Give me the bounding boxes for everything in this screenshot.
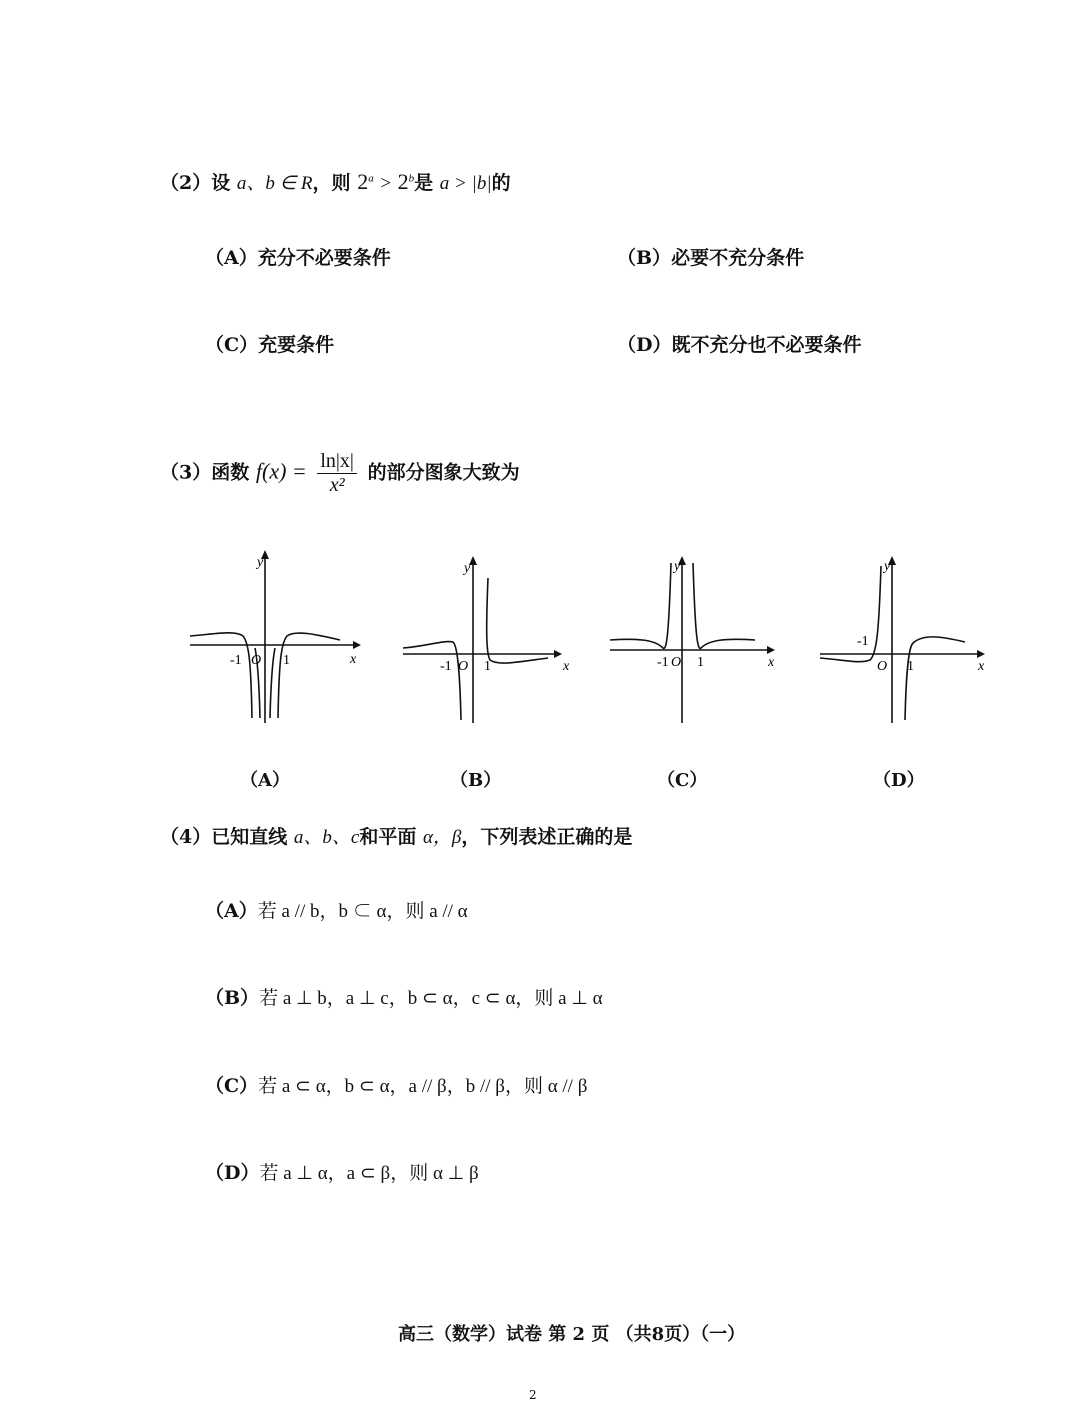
q4-option-c: （C）若 a ⊂ α，b ⊂ α，a // β，b // β，则 α // β bbox=[205, 1075, 588, 1097]
svg-text:-1: -1 bbox=[440, 659, 452, 674]
svg-text:x: x bbox=[350, 652, 357, 667]
q4-option-d: （D）若 a ⊥ α，a ⊂ β，则 α ⊥ β bbox=[205, 1162, 479, 1184]
graph-b bbox=[398, 548, 578, 728]
svg-text:1: 1 bbox=[907, 659, 914, 674]
graph-a-label: （A） bbox=[240, 770, 290, 791]
svg-text:y: y bbox=[674, 559, 681, 574]
svg-text:1: 1 bbox=[484, 659, 491, 674]
question-2-stem: （2）设 a、b ∈ R，则 2$^a$ > 2$^b$是 a > |b|的 bbox=[160, 169, 511, 194]
q2-option-d: （D）既不充分也不必要条件 bbox=[617, 334, 862, 356]
q4-option-b: （B）若 a ⊥ b，a ⊥ c，b ⊂ α，c ⊂ α，则 a ⊥ α bbox=[205, 987, 603, 1009]
svg-text:y: y bbox=[884, 559, 891, 574]
svg-text:x: x bbox=[563, 659, 570, 674]
graph-d-label: （D） bbox=[873, 770, 925, 791]
q2-option-c: （C）充要条件 bbox=[205, 334, 335, 356]
question-4-stem: （4）已知直线 a、b、c和平面 α，β，下列表述正确的是 bbox=[160, 826, 633, 848]
svg-text:y: y bbox=[464, 561, 471, 576]
graph-c bbox=[605, 548, 785, 728]
svg-text:-1: -1 bbox=[857, 634, 869, 649]
svg-text:-1: -1 bbox=[657, 655, 669, 670]
q4-option-a: （A）若 a // b，b ⊂ α，则 a // α bbox=[205, 900, 468, 922]
svg-text:1: 1 bbox=[697, 655, 704, 670]
graph-b-label: （B） bbox=[450, 770, 502, 791]
page-footer: 高三（数学）试卷 第 2 页 （共8页）（一） bbox=[398, 1324, 746, 1345]
svg-text:O: O bbox=[877, 659, 888, 674]
page-number: 2 bbox=[529, 1388, 537, 1402]
svg-text:1: 1 bbox=[283, 653, 290, 668]
graph-d bbox=[815, 548, 995, 728]
graph-a bbox=[185, 548, 365, 728]
svg-text:x: x bbox=[978, 659, 985, 674]
svg-text:O: O bbox=[251, 653, 262, 668]
q2-option-b: （B）必要不充分条件 bbox=[617, 247, 805, 269]
svg-text:-1: -1 bbox=[230, 653, 242, 668]
svg-text:O: O bbox=[671, 655, 682, 670]
svg-text:x: x bbox=[768, 655, 775, 670]
question-3-stem: （3）函数 f(x) = $\frac{\ln|x|}{\text{x²}}$ 的部分图象大致为 bbox=[160, 450, 520, 496]
fraction: $\frac{\ln|x|}{\text{x²}}$ bbox=[317, 450, 357, 497]
graph-c-label: （C） bbox=[657, 770, 708, 791]
svg-text:y: y bbox=[257, 555, 264, 570]
svg-text:O: O bbox=[458, 659, 469, 674]
q2-option-a: （A）充分不必要条件 bbox=[205, 247, 391, 269]
